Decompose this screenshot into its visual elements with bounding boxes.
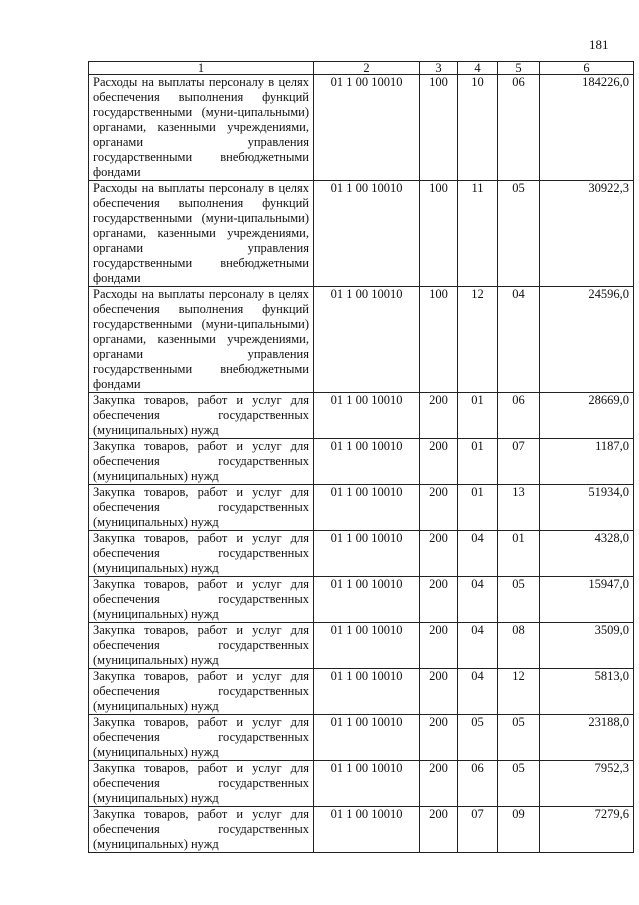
target-article-code: 01 1 00 10010 [314,669,420,715]
row-description: Закупка товаров, работ и услуг для обеспечения государственных (муниципальных) нужд [89,715,314,761]
target-article-code: 01 1 00 10010 [314,807,420,853]
expense-type-code: 100 [420,75,458,181]
section-code: 01 [458,439,498,485]
row-description: Расходы на выплаты персоналу в целях обеспечения выполнения функций государственными (муни-ципальными) органами, казенными учреждениями, органами управления государственными внебюджетными фондами [89,287,314,393]
subsection-code: 06 [498,75,540,181]
row-description: Закупка товаров, работ и услуг для обеспечения государственных (муниципальных) нужд [89,577,314,623]
subsection-code: 08 [498,623,540,669]
section-code: 04 [458,623,498,669]
table-row [89,393,634,439]
page-number: 181 [589,37,609,52]
expense-type-code: 200 [420,715,458,761]
budget-table [88,61,634,853]
row-description: Закупка товаров, работ и услуг для обеспечения государственных (муниципальных) нужд [89,439,314,485]
section-code: 04 [458,669,498,715]
subsection-code: 05 [498,577,540,623]
subsection-code: 05 [498,181,540,287]
table-header-row [89,62,634,75]
expense-type-code: 200 [420,669,458,715]
target-article-code: 01 1 00 10010 [314,181,420,287]
target-article-code: 01 1 00 10010 [314,531,420,577]
column-header: 6 [540,62,634,75]
table-row [89,577,634,623]
row-description: Расходы на выплаты персоналу в целях обеспечения выполнения функций государственными (муни-ципальными) органами, казенными учреждениями, органами управления государственными внебюджетными фондами [89,181,314,287]
target-article-code: 01 1 00 10010 [314,75,420,181]
section-code: 04 [458,577,498,623]
table-row [89,531,634,577]
column-header: 2 [314,62,420,75]
row-description: Закупка товаров, работ и услуг для обеспечения государственных (муниципальных) нужд [89,761,314,807]
section-code: 05 [458,715,498,761]
subsection-code: 01 [498,531,540,577]
expense-type-code: 200 [420,439,458,485]
table-row [89,485,634,531]
amount-value: 5813,0 [540,669,634,715]
expense-type-code: 200 [420,393,458,439]
section-code: 10 [458,75,498,181]
amount-value: 24596,0 [540,287,634,393]
expense-type-code: 200 [420,531,458,577]
target-article-code: 01 1 00 10010 [314,485,420,531]
target-article-code: 01 1 00 10010 [314,577,420,623]
expense-type-code: 100 [420,181,458,287]
subsection-code: 09 [498,807,540,853]
table-row [89,75,634,181]
amount-value: 3509,0 [540,623,634,669]
amount-value: 28669,0 [540,393,634,439]
amount-value: 184226,0 [540,75,634,181]
table-row [89,715,634,761]
column-header: 1 [89,62,314,75]
section-code: 06 [458,761,498,807]
section-code: 04 [458,531,498,577]
subsection-code: 12 [498,669,540,715]
row-description: Закупка товаров, работ и услуг для обеспечения государственных (муниципальных) нужд [89,393,314,439]
column-header: 3 [420,62,458,75]
amount-value: 7279,6 [540,807,634,853]
subsection-code: 05 [498,715,540,761]
amount-value: 7952,3 [540,761,634,807]
section-code: 07 [458,807,498,853]
table-row [89,181,634,287]
amount-value: 30922,3 [540,181,634,287]
table-row [89,761,634,807]
expense-type-code: 200 [420,577,458,623]
target-article-code: 01 1 00 10010 [314,393,420,439]
expense-type-code: 200 [420,623,458,669]
row-description: Закупка товаров, работ и услуг для обеспечения государственных (муниципальных) нужд [89,669,314,715]
row-description: Расходы на выплаты персоналу в целях обеспечения выполнения функций государственными (муни-ципальными) органами, казенными учреждениями, органами управления государственными внебюджетными фондами [89,75,314,181]
target-article-code: 01 1 00 10010 [314,287,420,393]
table-row [89,807,634,853]
row-description: Закупка товаров, работ и услуг для обеспечения государственных (муниципальных) нужд [89,807,314,853]
target-article-code: 01 1 00 10010 [314,439,420,485]
target-article-code: 01 1 00 10010 [314,623,420,669]
amount-value: 15947,0 [540,577,634,623]
section-code: 12 [458,287,498,393]
amount-value: 1187,0 [540,439,634,485]
table-row [89,287,634,393]
expense-type-code: 200 [420,807,458,853]
section-code: 01 [458,485,498,531]
table-row [89,439,634,485]
amount-value: 4328,0 [540,531,634,577]
subsection-code: 04 [498,287,540,393]
column-header: 5 [498,62,540,75]
subsection-code: 07 [498,439,540,485]
subsection-code: 06 [498,393,540,439]
table-row [89,669,634,715]
column-header: 4 [458,62,498,75]
row-description: Закупка товаров, работ и услуг для обеспечения государственных (муниципальных) нужд [89,531,314,577]
row-description: Закупка товаров, работ и услуг для обеспечения государственных (муниципальных) нужд [89,485,314,531]
row-description: Закупка товаров, работ и услуг для обеспечения государственных (муниципальных) нужд [89,623,314,669]
target-article-code: 01 1 00 10010 [314,715,420,761]
table-row [89,623,634,669]
expense-type-code: 200 [420,485,458,531]
expense-type-code: 200 [420,761,458,807]
section-code: 11 [458,181,498,287]
section-code: 01 [458,393,498,439]
amount-value: 51934,0 [540,485,634,531]
amount-value: 23188,0 [540,715,634,761]
subsection-code: 05 [498,761,540,807]
expense-type-code: 100 [420,287,458,393]
target-article-code: 01 1 00 10010 [314,761,420,807]
subsection-code: 13 [498,485,540,531]
